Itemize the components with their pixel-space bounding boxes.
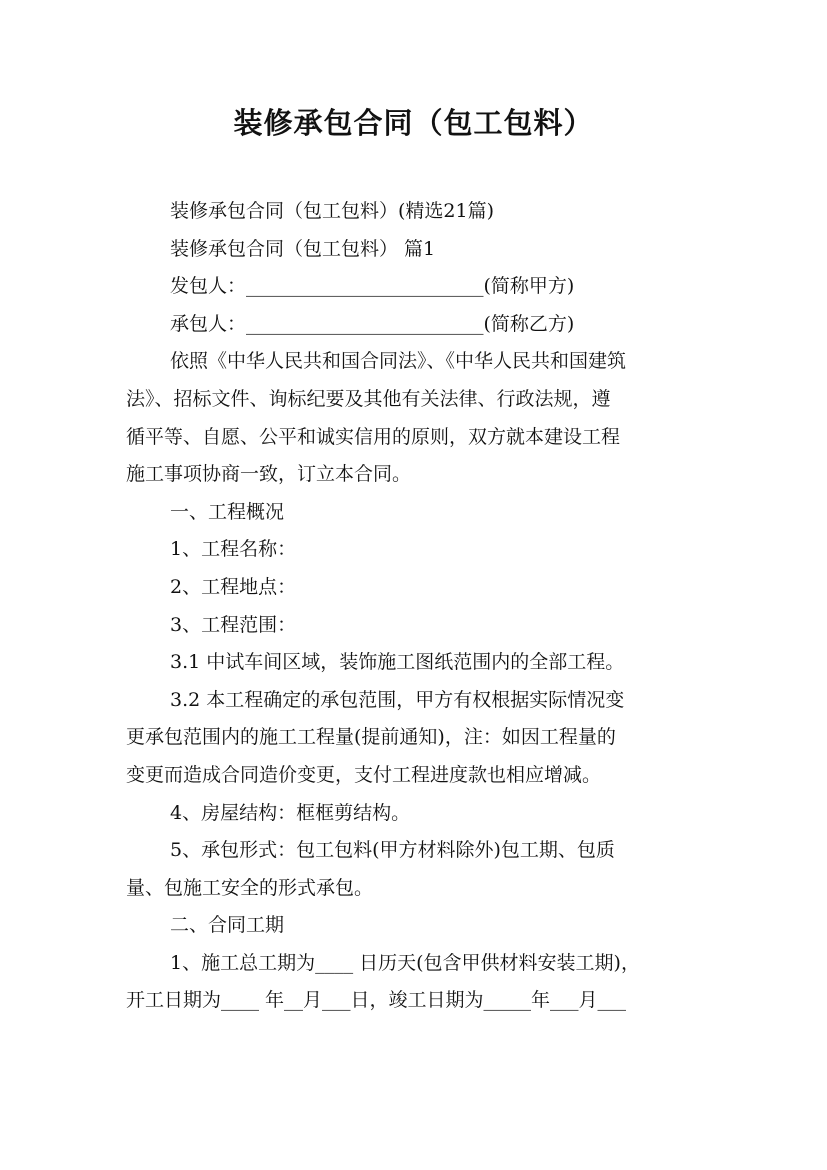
paragraph-line: 更承包范围内的施工工程量(提前通知)，注：如因工程量的 xyxy=(126,726,616,749)
paragraph-line: 发包人：_________________________(简称甲方) xyxy=(170,275,575,298)
paragraph-line: 变更而造成合同造价变更，支付工程进度款也相应增减。 xyxy=(126,763,602,786)
paragraph-line: 3.2 本工程确定的承包范围，甲方有权根据实际情况变 xyxy=(170,688,625,711)
paragraph-line: 装修承包合同（包工包料） 篇1 xyxy=(170,237,436,260)
document-title: 装修承包合同（包工包料） xyxy=(233,106,594,140)
paragraph-line: 2、工程地点： xyxy=(170,575,297,598)
paragraph-line: 开工日期为____ 年__月___日，竣工日期为_____年___月___ xyxy=(126,989,627,1012)
paragraph-line: 5、承包形式：包工包料(甲方材料除外)包工期、包质 xyxy=(170,839,615,862)
paragraph-line: 3、工程范围： xyxy=(170,613,297,636)
paragraph-line: 1、施工总工期为____ 日历天(包含甲供材料安装工期)， xyxy=(170,951,640,974)
section-heading: 一、工程概况 xyxy=(170,500,285,523)
paragraph-line: 法》、招标文件、询标纪要及其他有关法律、行政法规，遵 xyxy=(126,387,611,410)
paragraph-line: 装修承包合同（包工包料）(精选21篇) xyxy=(170,200,495,222)
paragraph-line: 3.1 中试车间区域，装饰施工图纸范围内的全部工程。 xyxy=(170,651,625,674)
paragraph-line: 依照《中华人民共和国合同法》、《中华人民共和国建筑 xyxy=(170,350,627,373)
section-heading: 二、合同工期 xyxy=(170,914,285,937)
paragraph-line: 量、包施工安全的形式承包。 xyxy=(126,876,374,899)
paragraph-line: 承包人：_________________________(简称乙方) xyxy=(170,312,575,335)
document-body xyxy=(126,193,726,1020)
paragraph-line: 施工事项协商一致，订立本合同。 xyxy=(126,463,412,486)
paragraph-line: 1、工程名称： xyxy=(170,538,297,561)
paragraph-line: 4、房屋结构：框框剪结构。 xyxy=(170,801,411,824)
paragraph-line: 循平等、自愿、公平和诚实信用的原则，双方就本建设工程 xyxy=(126,425,621,448)
